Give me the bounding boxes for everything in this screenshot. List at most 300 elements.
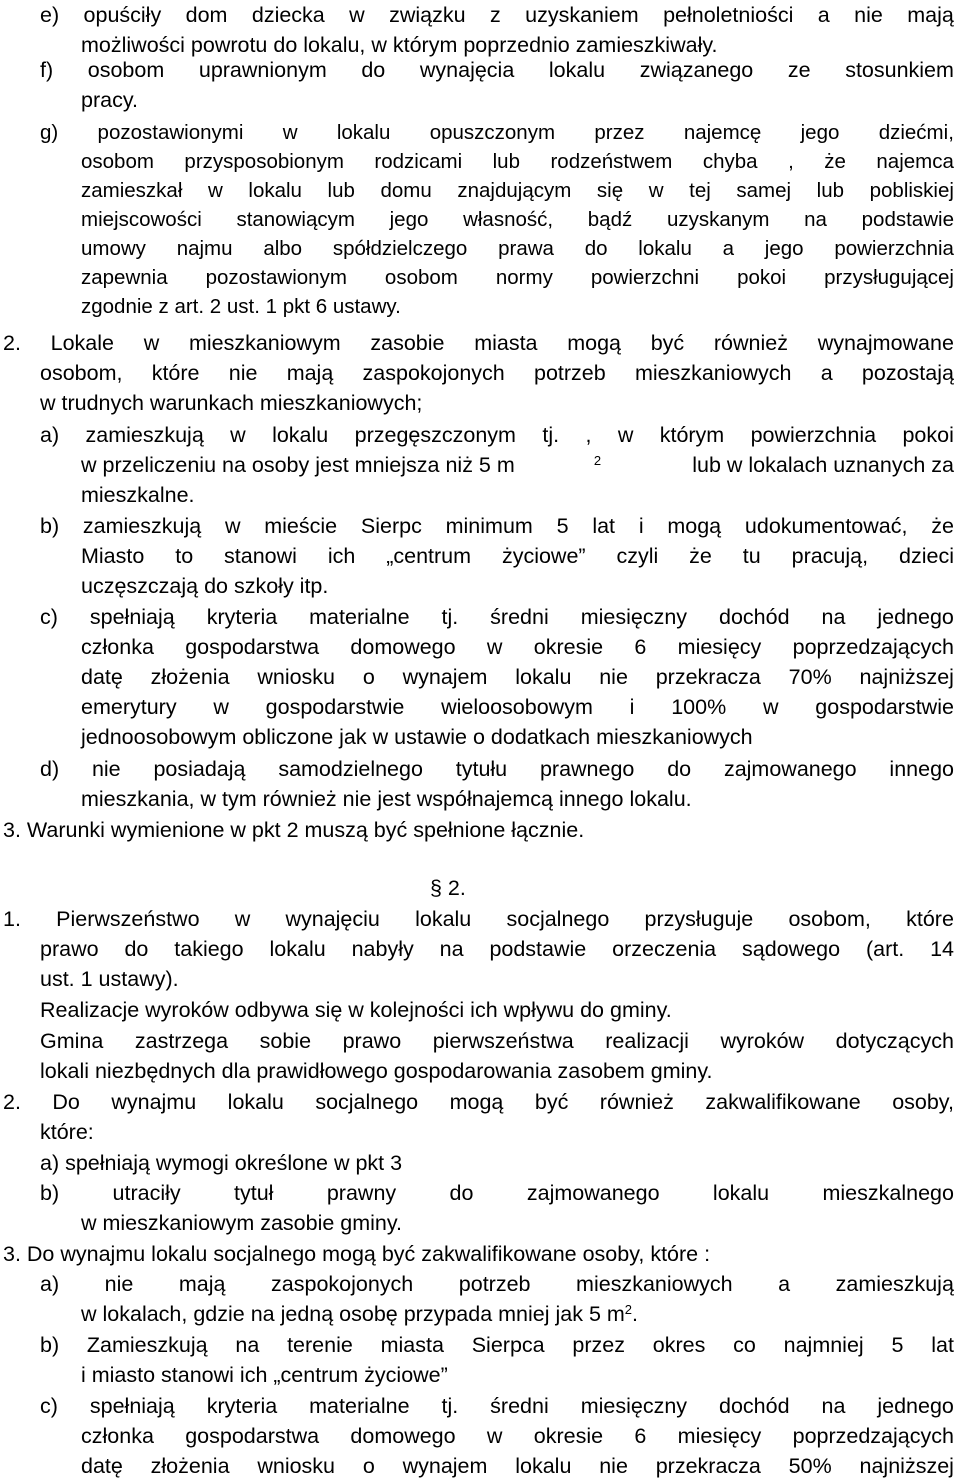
word: tej	[689, 179, 711, 202]
text-line	[81, 263, 954, 293]
word: w	[230, 423, 246, 447]
word: lokalu	[548, 58, 606, 82]
word: (art.	[865, 937, 905, 961]
word: d)	[40, 757, 60, 781]
word: jednego	[877, 1394, 954, 1418]
word: jego	[764, 237, 804, 260]
word: ,	[585, 423, 592, 447]
word: zaspokojonych	[271, 1272, 414, 1296]
word: a	[820, 361, 833, 385]
word: mogą	[449, 1090, 504, 1114]
word: bądź	[587, 208, 633, 231]
word: rodzeństwem	[550, 150, 673, 173]
word: kryteria	[206, 605, 278, 629]
word: lokalu	[248, 179, 302, 202]
word: osoby,	[892, 1090, 954, 1114]
word: realizacji	[605, 1029, 689, 1053]
word: mają	[286, 361, 334, 385]
word: datę	[81, 665, 123, 689]
word: stosunkiem	[845, 58, 954, 82]
word: najniższej	[859, 665, 954, 689]
word: na	[439, 937, 464, 961]
word: sądowego	[742, 937, 841, 961]
word: zamieszkują	[835, 1272, 954, 1296]
word: Sierpca	[471, 1333, 545, 1357]
word: złożenia	[150, 1454, 230, 1478]
word: podstawie	[861, 208, 954, 231]
text-line	[40, 602, 954, 632]
word: jego	[800, 121, 840, 144]
word: również	[599, 1090, 674, 1114]
word: opuściły	[83, 3, 162, 27]
text-line	[81, 541, 954, 571]
word: emerytury	[81, 695, 177, 719]
text-segment: lub w lokalach uznanych za	[686, 453, 954, 477]
word: w	[349, 3, 365, 27]
word: mieszkalnego	[822, 1181, 954, 1205]
text-segment: w lokalach, gdzie na jedną osobę przypada mniej jak 5 m	[81, 1302, 625, 1326]
word: pozostają	[861, 361, 954, 385]
word: 2.	[3, 331, 21, 355]
word: zamieszkał	[81, 179, 183, 202]
word: e)	[40, 3, 60, 27]
word: spełniają	[89, 1394, 175, 1418]
word: miesięcy	[677, 635, 762, 659]
word: 6	[634, 635, 647, 659]
text-line	[40, 55, 954, 85]
word: wynajem	[402, 1454, 488, 1478]
word: przysposobionym	[184, 150, 344, 173]
word: Gmina	[40, 1029, 104, 1053]
word: potrzeb	[534, 361, 606, 385]
word: 5	[891, 1333, 904, 1357]
text-line	[81, 450, 954, 480]
word: pokoi	[902, 423, 954, 447]
text-line: mieszkalne.	[81, 483, 195, 507]
text-line: i miasto stanowi ich „centrum życiowe”	[81, 1363, 448, 1387]
text-line	[40, 511, 954, 541]
text-line: zgodnie z art. 2 ust. 1 pkt 6 ustawy.	[81, 295, 401, 318]
word: osobom	[384, 266, 458, 289]
word: wynajmu	[111, 1090, 197, 1114]
text-line	[81, 632, 954, 662]
word: w	[213, 695, 229, 719]
word: a)	[40, 1272, 60, 1296]
word: nie	[599, 665, 628, 689]
word: uprawnionym	[198, 58, 327, 82]
word: że	[931, 514, 954, 538]
word: przekracza	[655, 1454, 761, 1478]
word: powierzchni	[590, 266, 700, 289]
word: miesięcy	[677, 1424, 762, 1448]
word: normy	[495, 266, 553, 289]
word: lokalu	[415, 907, 472, 931]
word: czyli	[616, 544, 659, 568]
word: miasta	[474, 331, 538, 355]
word: wynajem	[402, 665, 488, 689]
superscript: 2	[593, 453, 602, 468]
word: tytuł	[234, 1181, 274, 1205]
word: pełnoletniości	[663, 3, 794, 27]
word: socjalnego	[315, 1090, 419, 1114]
word: zakwalifikowane	[705, 1090, 861, 1114]
word: miasta	[380, 1333, 444, 1357]
word: tytułu	[455, 757, 508, 781]
word: okres	[652, 1333, 706, 1357]
word: o	[362, 665, 375, 689]
word: że	[689, 544, 712, 568]
word: sobie	[259, 1029, 312, 1053]
word: lokalu	[712, 1181, 770, 1205]
word: pobliskiej	[869, 179, 954, 202]
word: lokalu	[227, 1090, 284, 1114]
word: ,	[788, 150, 794, 173]
word: samej	[736, 179, 792, 202]
word: o	[362, 1454, 375, 1478]
word: w	[762, 695, 779, 719]
word: spółdzielczego	[332, 237, 468, 260]
word: do	[361, 58, 386, 82]
text-line: lokali niezbędnych dla prawidłowego gospodarowania zasobem gminy.	[40, 1059, 713, 1083]
text-line: 3. Warunki wymienione w pkt 2 muszą być spełnione łącznie.	[3, 818, 585, 842]
word: w	[143, 331, 160, 355]
word: zajmowanego	[526, 1181, 660, 1205]
word: rodzicami	[374, 150, 463, 173]
word: tj.	[542, 423, 560, 447]
word: przez	[572, 1333, 625, 1357]
text-line: ust. 1 ustawy).	[40, 967, 179, 991]
word: stanowi	[224, 544, 297, 568]
word: 6	[634, 1424, 647, 1448]
word: najmniej	[783, 1333, 864, 1357]
word: mieście	[264, 514, 338, 538]
word: dziecka	[251, 3, 325, 27]
word: do	[667, 757, 692, 781]
word: prawa	[498, 237, 554, 260]
word: zajmowanego	[723, 757, 857, 781]
text-line	[81, 692, 954, 722]
text-line: jednoosobowym obliczone jak w ustawie o dodatkach mieszkaniowych	[81, 725, 753, 749]
word: na	[821, 605, 846, 629]
text-line: a) spełniają wymogi określone w pkt 3	[40, 1151, 403, 1175]
text-line: pracy.	[81, 88, 138, 112]
word: terenie	[287, 1333, 353, 1357]
word: potrzeb	[458, 1272, 531, 1296]
text-line: uczęszczają do szkoły itp.	[81, 574, 329, 598]
word: w	[486, 1424, 503, 1448]
word: jednego	[877, 605, 954, 629]
text-line	[3, 328, 954, 358]
word: posiadają	[153, 757, 246, 781]
word: w	[486, 635, 503, 659]
word: lat	[931, 1333, 954, 1357]
word: złożenia	[150, 665, 230, 689]
word: uzyskaniem	[525, 3, 639, 27]
word: na	[235, 1333, 260, 1357]
word: najmu	[176, 237, 233, 260]
word: to	[175, 544, 194, 568]
word: b)	[40, 1181, 60, 1205]
word: prawny	[326, 1181, 397, 1205]
word: mieszkaniowym	[188, 331, 341, 355]
word: 1.	[3, 907, 21, 931]
word: zamieszkują	[82, 514, 202, 538]
word: lokalu	[272, 423, 329, 447]
word: w	[224, 514, 241, 538]
text-line	[81, 1299, 638, 1329]
word: również	[713, 331, 788, 355]
text-line	[81, 662, 954, 692]
text-line	[40, 1269, 954, 1299]
word: do	[449, 1181, 474, 1205]
word: Sierpc	[360, 514, 422, 538]
word: osobom,	[788, 907, 871, 931]
word: w	[617, 423, 634, 447]
word: b)	[40, 514, 60, 538]
word: wynajmowane	[817, 331, 954, 355]
word: dochód	[718, 1394, 790, 1418]
text-line: w mieszkaniowym zasobie gminy.	[81, 1211, 403, 1235]
word: udokumentować,	[744, 514, 908, 538]
word: lub	[492, 150, 520, 173]
word: gospodarstwie	[815, 695, 954, 719]
word: w	[282, 121, 298, 144]
word: pracują,	[791, 544, 869, 568]
word: wynajęciu	[285, 907, 380, 931]
word: związku	[389, 3, 466, 27]
word: jego	[389, 208, 429, 231]
word: samodzielnego	[278, 757, 423, 781]
word: umowy	[81, 237, 146, 260]
word: tu	[742, 544, 761, 568]
word: domowego	[350, 635, 456, 659]
word: najemca	[876, 150, 954, 173]
word: albo	[263, 237, 303, 260]
text-line	[40, 420, 954, 450]
word: które	[151, 361, 200, 385]
word: pierwszeństwa	[432, 1029, 574, 1053]
text-line	[81, 205, 954, 235]
text-line: możliwości powrotu do lokalu, w którym poprzednio zamieszkiwały.	[81, 33, 718, 57]
word: prawnego	[539, 757, 635, 781]
word: socjalnego	[506, 907, 610, 931]
text-line	[3, 1087, 954, 1117]
text-line: mieszkania, w tym również nie jest współnajemcą innego lokalu.	[81, 787, 692, 811]
word: uzyskanym	[666, 208, 770, 231]
word: takiego	[174, 937, 244, 961]
word: utraciły	[112, 1181, 181, 1205]
word: nie	[599, 1454, 628, 1478]
word: życiowe”	[501, 544, 586, 568]
word: i	[638, 514, 644, 538]
text-line	[81, 147, 954, 177]
word: nie	[104, 1272, 134, 1296]
word: przez	[594, 121, 645, 144]
word: Pierwszeństwo	[56, 907, 200, 931]
word: gospodarstwa	[185, 1424, 320, 1448]
word: spełniają	[89, 605, 175, 629]
word: z	[489, 3, 501, 27]
word: które	[906, 907, 954, 931]
word: okresie	[533, 1424, 604, 1448]
word: gospodarstwa	[185, 635, 320, 659]
word: być	[650, 331, 685, 355]
text-line	[40, 1391, 954, 1421]
word: Miasto	[81, 544, 145, 568]
word: lokalu	[638, 237, 692, 260]
word: zaspokojonych	[362, 361, 505, 385]
word: w	[234, 907, 251, 931]
text-line	[40, 1330, 954, 1360]
word: wniosku	[257, 665, 336, 689]
word: nie	[91, 757, 121, 781]
word: miejscowości	[81, 208, 202, 231]
word: 100%	[671, 695, 727, 719]
word: Lokale	[50, 331, 114, 355]
word: dziećmi,	[878, 121, 954, 144]
word: lub	[816, 179, 845, 202]
word: opuszczonym	[429, 121, 556, 144]
word: osobom	[87, 58, 165, 82]
word: miesięczny	[580, 1394, 688, 1418]
word: wyroków	[720, 1029, 805, 1053]
word: tj.	[441, 1394, 459, 1418]
word: się	[596, 179, 624, 202]
word: w	[207, 179, 223, 202]
word: miesięczny	[580, 605, 688, 629]
word: c)	[40, 1394, 58, 1418]
word: lokalu	[515, 1454, 572, 1478]
word: prawo	[342, 1029, 402, 1053]
word: chyba	[702, 150, 758, 173]
word: dotyczących	[835, 1029, 954, 1053]
word: najemcę	[683, 121, 762, 144]
word: 2.	[3, 1090, 21, 1114]
word: osobom,	[40, 361, 123, 385]
word: nie	[228, 361, 258, 385]
word: co	[733, 1333, 756, 1357]
word: stanowiącym	[236, 208, 355, 231]
word: że	[824, 150, 846, 173]
word: członka	[81, 1424, 154, 1448]
word: a	[817, 3, 830, 27]
text-line: Realizacje wyroków odbywa się w kolejności ich wpływu do gminy.	[40, 998, 672, 1022]
text-line: w trudnych warunkach mieszkaniowych;	[40, 391, 423, 415]
text-line	[40, 118, 954, 148]
word: prawo	[40, 937, 99, 961]
word: b)	[40, 1333, 60, 1357]
word: dom	[185, 3, 228, 27]
text-segment: .	[632, 1302, 639, 1326]
text-line	[81, 1451, 954, 1481]
text-line: które:	[40, 1120, 94, 1144]
word: związanego	[639, 58, 754, 82]
word: mieszkaniowych	[634, 361, 792, 385]
word: zamieszkują	[85, 423, 204, 447]
text-line	[81, 176, 954, 206]
text-line	[3, 904, 954, 934]
word: znajdującym	[457, 179, 572, 202]
word: 5	[556, 514, 569, 538]
word: tj.	[441, 605, 459, 629]
word: do	[124, 937, 149, 961]
word: najniższej	[859, 1454, 954, 1478]
word: wieloosobowym	[441, 695, 593, 719]
text-line	[40, 358, 954, 388]
text-line	[40, 1026, 954, 1056]
word: lokalu	[269, 937, 326, 961]
word: poprzedzających	[792, 1424, 954, 1448]
word: a)	[40, 423, 60, 447]
word: mieszkaniowych	[576, 1272, 733, 1296]
word: gospodarstwie	[265, 695, 405, 719]
word: nie	[854, 3, 883, 27]
word: być	[534, 1090, 569, 1114]
word: osobom	[81, 150, 154, 173]
word: a	[722, 237, 735, 260]
word: przekracza	[655, 665, 761, 689]
word: domowego	[350, 1424, 456, 1448]
word: mogą	[567, 331, 622, 355]
word: lub	[327, 179, 355, 202]
word: na	[804, 208, 827, 231]
word: minimum	[445, 514, 533, 538]
word: Zamieszkują	[86, 1333, 208, 1357]
word: dzieci	[899, 544, 954, 568]
text-line	[40, 934, 954, 964]
word: dochód	[718, 605, 790, 629]
section-heading: § 2.	[430, 876, 466, 900]
word: innego	[889, 757, 954, 781]
word: powierzchnia	[834, 237, 954, 260]
text-line	[40, 754, 954, 784]
word: mogą	[667, 514, 722, 538]
superscript: 2	[624, 1302, 633, 1317]
word: którym	[659, 423, 725, 447]
word: ich	[327, 544, 356, 568]
word: średni	[490, 605, 549, 629]
word: na	[821, 1394, 846, 1418]
word: c)	[40, 605, 58, 629]
word: w	[648, 179, 664, 202]
word: g)	[40, 121, 59, 144]
word: orzeczenia	[612, 937, 717, 961]
word: zastrzega	[134, 1029, 229, 1053]
word: podstawie	[489, 937, 587, 961]
word: pokoi	[737, 266, 787, 289]
word: powierzchnia	[750, 423, 877, 447]
word: kryteria	[206, 1394, 278, 1418]
word: mają	[178, 1272, 226, 1296]
word: 14	[930, 937, 954, 961]
word: własność,	[463, 208, 554, 231]
word: zapewnia	[81, 266, 168, 289]
word: nabyły	[351, 937, 414, 961]
text-segment: w przeliczeniu na osoby jest mniejsza niż 5 m	[81, 453, 515, 477]
word: lat	[592, 514, 616, 538]
text-line	[40, 0, 954, 30]
word: mają	[907, 3, 954, 27]
word: domu	[380, 179, 432, 202]
word: do	[584, 237, 608, 260]
word: wynajęcia	[419, 58, 515, 82]
word: zasobie	[370, 331, 445, 355]
word: materialne	[309, 1394, 410, 1418]
text-line: 3. Do wynajmu lokalu socjalnego mogą być zakwalifikowane osoby, które :	[3, 1242, 711, 1266]
word: ze	[787, 58, 811, 82]
text-line	[81, 234, 954, 264]
word: poprzedzających	[792, 635, 954, 659]
